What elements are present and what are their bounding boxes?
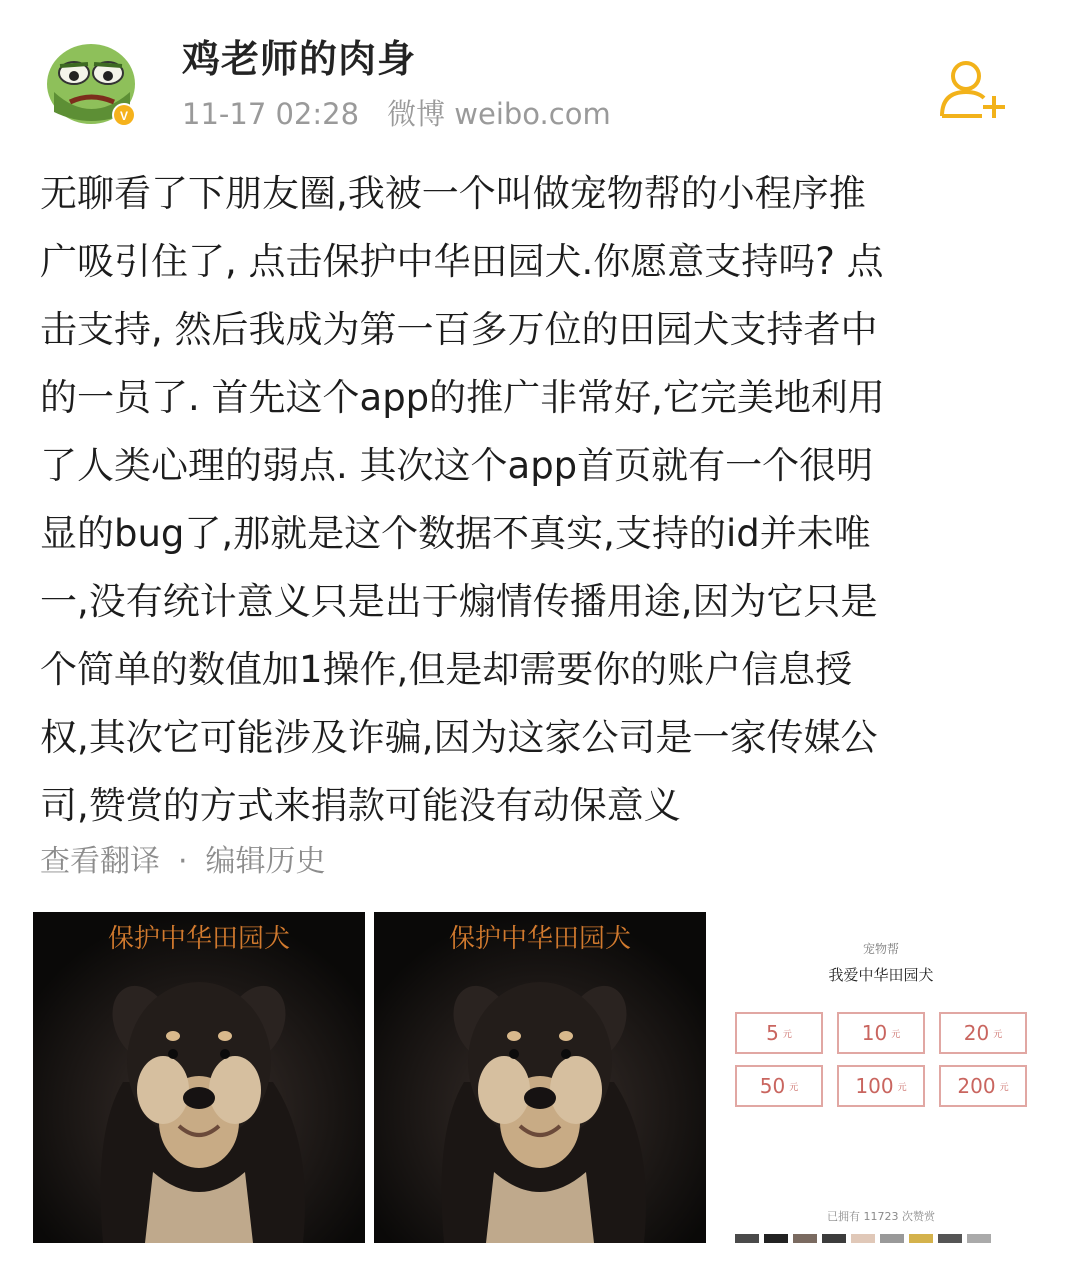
avatar[interactable] xyxy=(44,30,144,130)
post-line: 击支持, 然后我成为第一百多万位的田园犬支持者中 xyxy=(40,308,878,351)
amount-option[interactable]: 200 元 xyxy=(939,1065,1027,1107)
app-name: 宠物帮 xyxy=(862,942,899,956)
post-line: 显的bug了,那就是这个数据不真实,支持的id并未唯 xyxy=(40,512,871,555)
edit-history-link[interactable]: 编辑历史 xyxy=(205,844,326,879)
supporter-avatars xyxy=(735,1234,991,1243)
post-line: 了人类心理的弱点. 其次这个app首页就有一个很明 xyxy=(40,444,874,487)
post-actions xyxy=(40,836,326,880)
post-source: 微博 weibo.com xyxy=(387,97,611,131)
post-line: 无聊看了下朋友圈,我被一个叫做宠物帮的小程序推 xyxy=(40,172,866,215)
post-body xyxy=(40,160,1050,840)
post-line: 权,其次它可能涉及诈骗,因为这家公司是一家传媒公 xyxy=(40,716,878,759)
donation-screenshot[interactable] xyxy=(715,912,1047,1243)
amount-option[interactable]: 100 元 xyxy=(837,1065,925,1107)
svg-text:V: V xyxy=(119,109,129,123)
app-title: 我爱中华田园犬 xyxy=(828,966,934,984)
post-line: 个简单的数值加1操作,但是却需要你的账户信息授 xyxy=(40,648,853,691)
post-meta xyxy=(182,92,611,133)
post-line: 一,没有统计意义只是出于煽情传播用途,因为它只是 xyxy=(40,580,878,623)
post-header xyxy=(0,0,1080,150)
add-user-icon[interactable] xyxy=(938,58,1010,120)
separator: · xyxy=(178,844,188,879)
dog-image-2[interactable] xyxy=(374,912,706,1243)
amount-option[interactable]: 50 元 xyxy=(735,1065,823,1107)
supporter-count: 已拥有 11723 次赞赏 xyxy=(827,1210,935,1223)
translate-link[interactable]: 查看翻译 xyxy=(40,844,160,879)
dog-image-title: 保护中华田园犬 xyxy=(448,924,631,953)
post-line: 的一员了. 首先这个app的推广非常好,它完美地利用 xyxy=(40,376,885,419)
dog-photo xyxy=(33,912,365,1243)
amount-option[interactable]: 10 元 xyxy=(837,1012,925,1054)
post-line: 广吸引住了, 点击保护中华田园犬.你愿意支持吗? 点 xyxy=(40,240,884,283)
post-line: 司,赞赏的方式来捐款可能没有动保意义 xyxy=(40,784,681,827)
post-time: 11-17 02:28 xyxy=(182,97,360,131)
username[interactable]: 鸡老师的肉身 xyxy=(182,37,417,81)
dog-image-1[interactable] xyxy=(33,912,365,1243)
amount-option[interactable]: 20 元 xyxy=(939,1012,1027,1054)
dog-image-title: 保护中华田园犬 xyxy=(107,924,290,953)
amount-option[interactable]: 5 元 xyxy=(735,1012,823,1054)
dog-photo xyxy=(374,912,706,1243)
